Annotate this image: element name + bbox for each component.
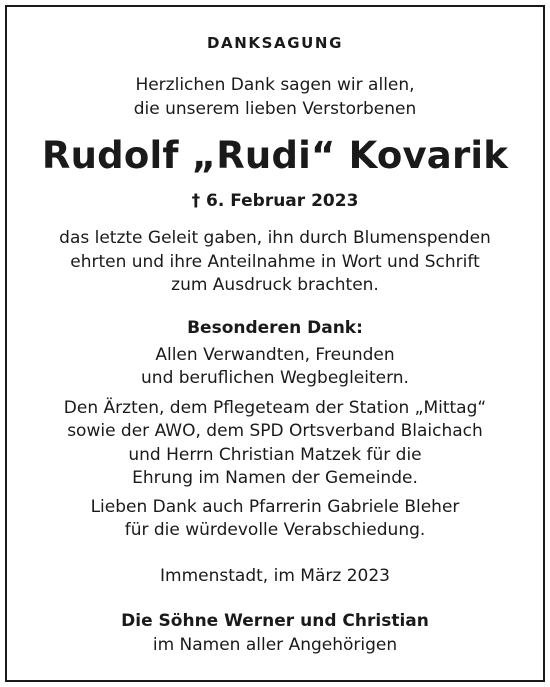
special-thanks-3-line-1: Lieben Dank auch Pfarrerin Gabriele Bleher <box>90 497 460 517</box>
death-date: † 6. Februar 2023 <box>191 191 359 211</box>
special-thanks-3-line-2: für die würdevolle Verabschiedung. <box>124 520 426 540</box>
notice-heading: DANKSAGUNG <box>206 34 343 52</box>
special-thanks-2-line-3: und Herrn Christian Matzek für die <box>128 445 422 465</box>
thanks-line-3: zum Ausdruck brachten. <box>171 275 379 295</box>
intro-line-2: die unserem lieben Verstorbenen <box>133 99 417 119</box>
thanks-line-1: das letzte Geleit gaben, ihn durch Blumenspenden <box>59 228 491 248</box>
special-thanks-heading: Besonderen Dank: <box>187 318 363 338</box>
signature-subline: im Namen aller Angehörigen <box>152 635 398 655</box>
intro-line-1: Herzlichen Dank sagen wir allen, <box>135 75 415 95</box>
special-thanks-2-line-1: Den Ärzten, dem Pflegeteam der Station „Mittag“ <box>63 398 487 418</box>
deceased-name: Rudolf „Rudi“ Kovarik <box>41 134 509 177</box>
signature: Die Söhne Werner und Christian <box>121 611 429 631</box>
special-thanks-1-line-2: und beruflichen Wegbegleitern. <box>141 368 409 388</box>
special-thanks-2-line-2: sowie der AWO, dem SPD Ortsverband Blaichach <box>67 421 483 441</box>
special-thanks-2-line-4: Ehrung im Namen der Gemeinde. <box>132 468 418 488</box>
place-date: Immenstadt, im März 2023 <box>160 566 390 586</box>
special-thanks-1-line-1: Allen Verwandten, Freunden <box>155 345 395 365</box>
thanks-line-2: ehrten und ihre Anteilnahme in Wort und Schrift <box>70 252 480 272</box>
